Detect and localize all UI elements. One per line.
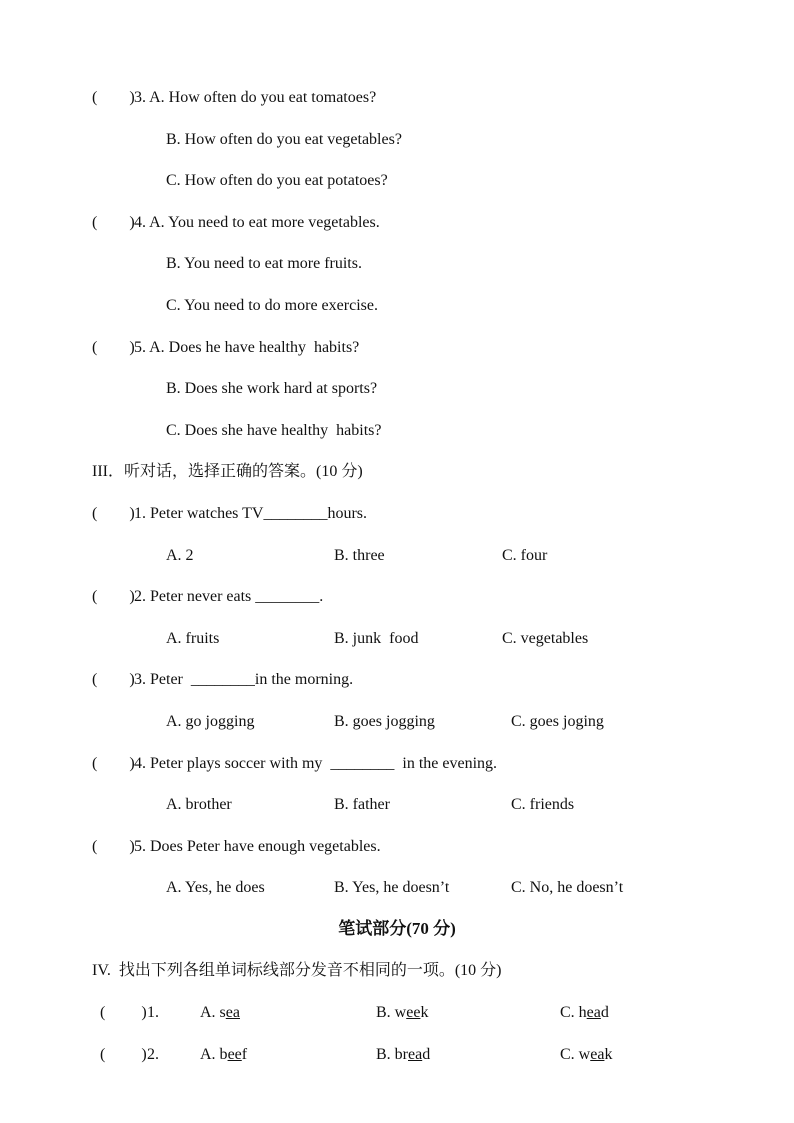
option-b: B. How often do you eat vegetables?	[166, 131, 402, 148]
question-stem: 4. A. You need to eat more vegetables.	[134, 214, 380, 231]
answer-blank: ( )	[100, 1046, 147, 1063]
option-b: B. father	[334, 796, 390, 813]
option-b: B. goes jogging	[334, 713, 435, 730]
option-text: A. s	[200, 1004, 226, 1021]
question-number: 1.	[147, 1004, 159, 1021]
question-stem: 2. Peter never eats ________.	[134, 588, 324, 605]
answer-blank: ( )	[100, 1004, 147, 1021]
option-b: B. three	[334, 547, 385, 564]
option-text: C. h	[560, 1004, 587, 1021]
option-b: B. You need to eat more fruits.	[166, 255, 362, 272]
question-stem: 3. Peter ________in the morning.	[134, 671, 354, 688]
option-c	[560, 1045, 612, 1065]
option-text: A. b	[200, 1046, 228, 1063]
question-stem: 5. Does Peter have enough vegetables.	[134, 838, 381, 855]
option-b: B. Does she work hard at sports?	[166, 380, 378, 397]
underlined-letters: ea	[590, 1046, 605, 1063]
option-text: f	[241, 1046, 248, 1063]
question-stem: 5. A. Does he have healthy habits?	[134, 339, 360, 356]
option-c: C. four	[502, 547, 548, 564]
answer-blank: ( )	[92, 671, 135, 688]
question-stem: 4. Peter plays soccer with my ________ in the evening.	[134, 755, 498, 772]
option-a: A. Yes, he does	[166, 879, 265, 896]
section-heading: III．听对话，选择正确的答案。(10 分)	[92, 463, 363, 480]
option-c: C. No, he doesn’t	[511, 879, 624, 896]
option-text: d	[600, 1004, 609, 1021]
section-heading: IV. 找出下列各组单词标线部分发音不相同的一项。(10 分)	[92, 962, 502, 979]
option-a	[200, 1045, 247, 1065]
answer-blank: ( )	[92, 755, 135, 772]
option-text: k	[420, 1004, 429, 1021]
question-number: 2.	[147, 1046, 159, 1063]
option-b: B. junk food	[334, 630, 419, 647]
option-a: A. fruits	[166, 630, 220, 647]
answer-blank: ( )	[92, 588, 135, 605]
option-c: C. You need to do more exercise.	[166, 297, 378, 314]
underlined-letters: ee	[227, 1046, 242, 1063]
answer-blank: ( )	[92, 339, 135, 356]
option-c: C. Does she have healthy habits?	[166, 422, 382, 439]
option-c: C. How often do you eat potatoes?	[166, 172, 388, 189]
option-a: A. 2	[166, 547, 194, 564]
underlined-letters: ee	[406, 1004, 421, 1021]
written-part-title: 笔试部分(70 分)	[338, 919, 456, 938]
option-b	[376, 1045, 430, 1065]
question-stem: 3. A. How often do you eat tomatoes?	[134, 89, 377, 106]
option-text: C. w	[560, 1046, 591, 1063]
option-c: C. friends	[511, 796, 575, 813]
option-a: A. brother	[166, 796, 232, 813]
answer-blank: ( )	[92, 838, 135, 855]
underlined-letters: ea	[586, 1004, 601, 1021]
question-stem: 1. Peter watches TV________hours.	[134, 505, 367, 522]
answer-blank: ( )	[92, 505, 135, 522]
option-text: k	[604, 1046, 613, 1063]
option-c	[560, 1003, 609, 1023]
option-a: A. go jogging	[166, 713, 255, 730]
option-c: C. goes joging	[511, 713, 604, 730]
option-b: B. Yes, he doesn’t	[334, 879, 450, 896]
underlined-letters: ea	[225, 1004, 240, 1021]
option-text: B. br	[376, 1046, 408, 1063]
answer-blank: ( )	[92, 89, 135, 106]
option-text: d	[422, 1046, 431, 1063]
answer-blank: ( )	[92, 214, 135, 231]
option-a	[200, 1003, 240, 1023]
option-text: B. w	[376, 1004, 407, 1021]
option-c: C. vegetables	[502, 630, 589, 647]
underlined-letters: ea	[408, 1046, 423, 1063]
option-b	[376, 1003, 428, 1023]
